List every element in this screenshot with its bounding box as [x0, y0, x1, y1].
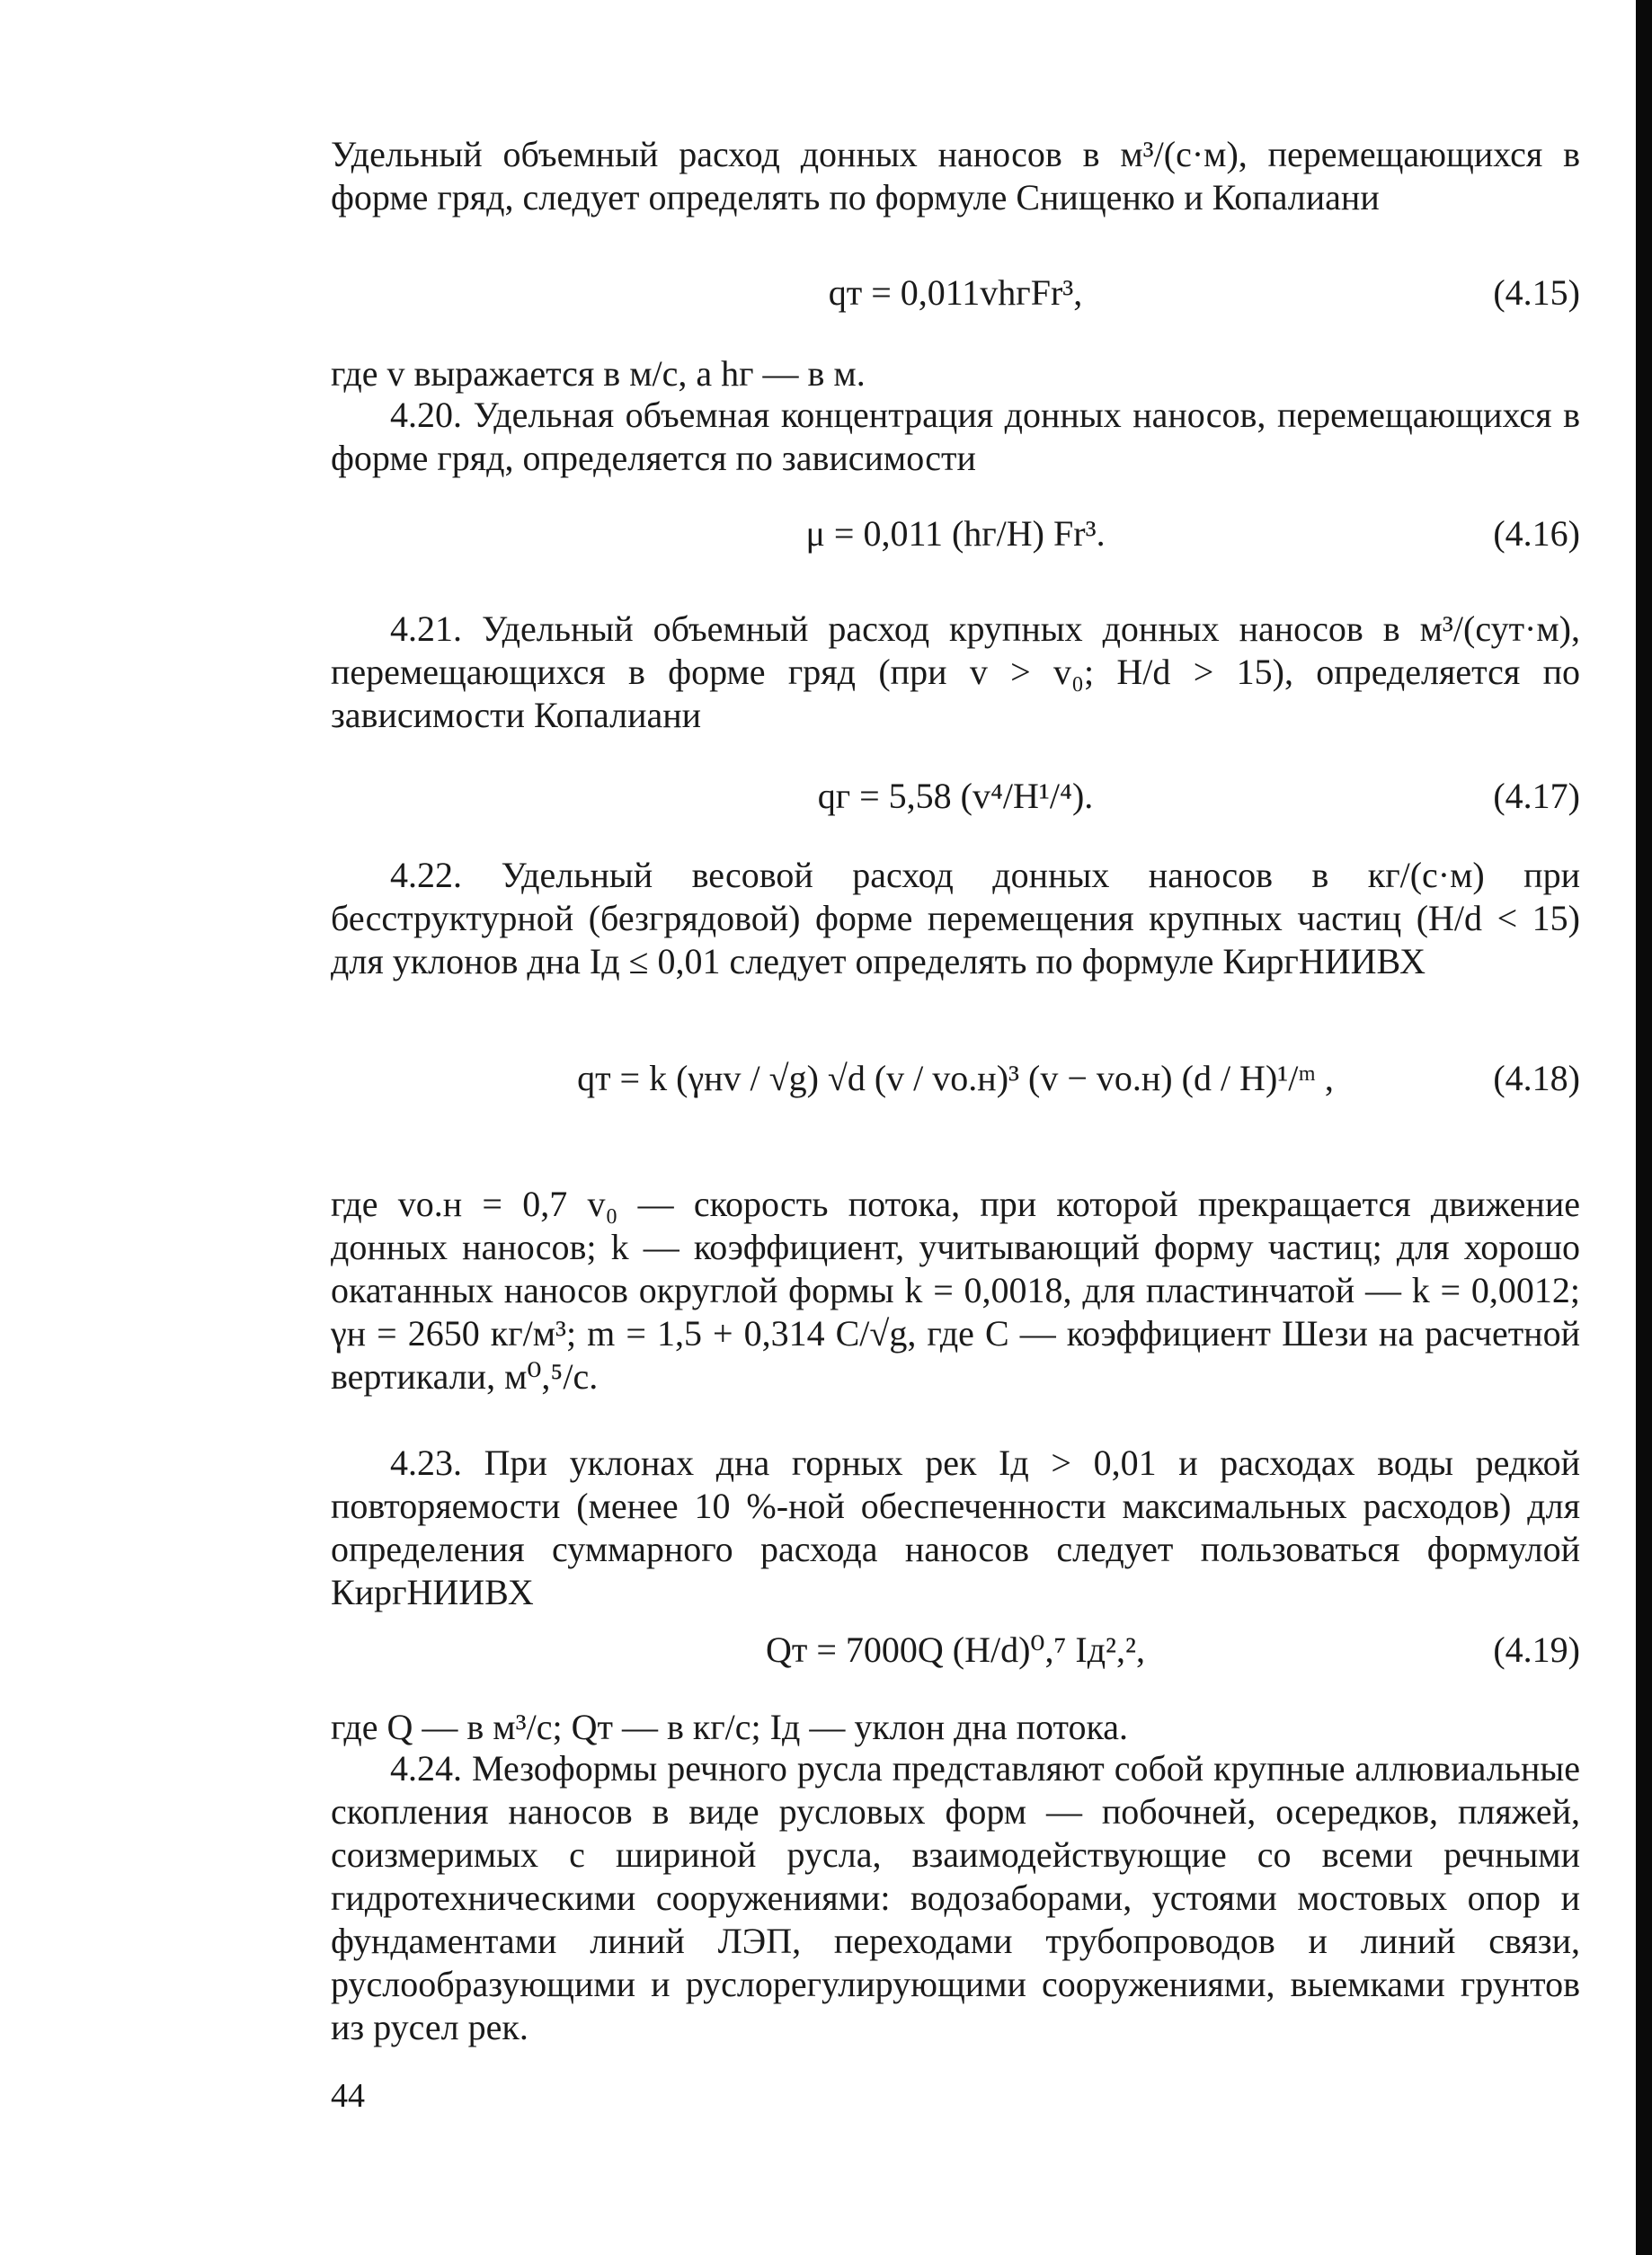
- paragraph-variables-definition: где vо.н = 0,7 v₀ — скорость потока, при которой прекращается движение донных наносов; k — коэффициент, учитывающий форму частиц; для хорошо окатанных наносов округлой формы k = 0,0018, для пластинчатой — k = 0,0012; γн = 2650 кг/м³; m = 1,5 + 0,314 C/√g, где C — коэффициент Шези на расчетной вертикали, м⁰,⁵/с.: [331, 1184, 1580, 1397]
- formula-4-17: qг = 5,58 (v⁴/H¹/⁴).: [817, 776, 1094, 816]
- page-edge-shadow: [1636, 0, 1652, 2255]
- paragraph-4-22: 4.22. Удельный весовой расход донных наносов в кг/(с·м) при бесструктурной (безгрядовой) форме перемещения крупных частиц (H/d < 15) для уклонов дна Iд ≤ 0,01 следует определять по формуле КиргНИИВХ: [331, 855, 1580, 981]
- paragraph-bedload-ridges: Удельный объемный расход донных наносов в м³/(с·м), перемещающихся в форме гряд, следует определять по формуле Снищенко и Копалиани: [331, 134, 1580, 218]
- formula-number-4-18: (4.18): [1493, 1058, 1580, 1098]
- formula-number-4-16: (4.16): [1493, 513, 1580, 554]
- paragraph-4-23: 4.23. При уклонах дна горных рек Iд > 0,01 и расходах воды редкой повторяемости (менее 10 %-ной обеспеченности максимальных расходов) для определения суммарного расхода наносов следует пользоваться формулой КиргНИИВХ: [331, 1443, 1580, 1612]
- formula-4-19: Qт = 7000Q (H/d)⁰,⁷ Iд²,²,: [765, 1629, 1146, 1670]
- formula-number-4-19: (4.19): [1493, 1629, 1580, 1670]
- formula-4-15: qт = 0,011vhгFr³,: [828, 272, 1083, 313]
- paragraph-4-24: 4.24. Мезоформы речного русла представляют собой крупные аллювиальные скопления наносов в виде русловых форм — побочней, осередков, пляжей, соизмеримых с шириной русла, взаимодействующие со всеми речными гидротехническими сооружениями: водозаборами, устоями мостовых опор и фундаментами линий ЛЭП, переходами трубопроводов и линий связи, руслообразующими и руслорегулирующими сооружениями, выемками грунтов из русел рек.: [331, 1748, 1580, 2047]
- formula-number-4-15: (4.15): [1493, 272, 1580, 313]
- paragraph-units-q: где Q — в м³/с; Qт — в кг/с; Iд — уклон дна потока.: [331, 1707, 1129, 1747]
- formula-4-18: qт = k (γнv / √g) √d (v / vо.н)³ (v − vо.н) (d / H)¹/ᵐ ,: [577, 1058, 1334, 1098]
- paragraph-units-note: где v выражается в м/с, а hг — в м.: [331, 353, 866, 394]
- formula-4-16: μ = 0,011 (hг/H) Fr³.: [805, 513, 1106, 554]
- page-number: 44: [331, 2077, 365, 2115]
- paragraph-4-21: 4.21. Удельный объемный расход крупных донных наносов в м³/(сут·м), перемещающихся в форме гряд (при v > v₀; H/d > 15), определяется по зависимости Копалиани: [331, 608, 1580, 735]
- paragraph-4-20: 4.20. Удельная объемная концентрация донных наносов, перемещающихся в форме гряд, определяется по зависимости: [331, 395, 1580, 478]
- formula-number-4-17: (4.17): [1493, 776, 1580, 816]
